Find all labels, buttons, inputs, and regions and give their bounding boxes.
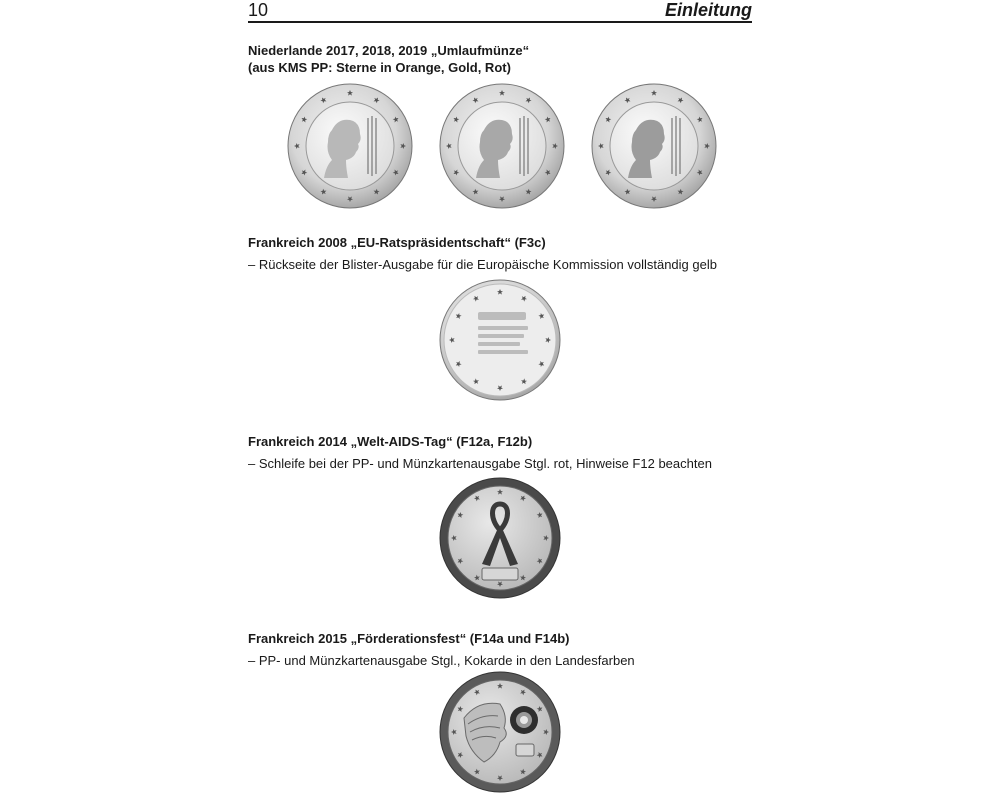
section-heading-netherlands: Niederlande 2017, 2018, 2019 „Umlaufmünze“ (248, 43, 530, 58)
section-heading-france-2008: Frankreich 2008 „EU-Ratspräsidentschaft“ (F3c) (248, 235, 546, 250)
section-heading-france-2014: Frankreich 2014 „Welt-AIDS-Tag“ (F12a, F12b) (248, 434, 533, 449)
section-heading-france-2015: Frankreich 2015 „Förderationsfest“ (F14a und F14b) (248, 631, 570, 646)
section-note-france-2015: – PP- und Münzkartenausgabe Stgl., Kokarde in den Landesfarben (248, 653, 635, 668)
header-rule (248, 21, 752, 23)
france-2008-coin (438, 278, 562, 402)
section-subheading-netherlands: (aus KMS PP: Sterne in Orange, Gold, Rot) (248, 60, 511, 75)
netherlands-2018-coin (438, 82, 566, 210)
page-number: 10 (248, 0, 269, 20)
section-note-france-2014: – Schleife bei der PP- und Münzkartenausgabe Stgl. rot, Hinweise F12 beachten (248, 456, 712, 471)
france-2014-coin (438, 476, 562, 600)
france-2015-coin (438, 670, 562, 794)
netherlands-2019-coin (590, 82, 718, 210)
running-title: Einleitung (665, 0, 752, 20)
section-note-france-2008: – Rückseite der Blister-Ausgabe für die Europäische Kommission vollständig gelb (248, 257, 717, 272)
netherlands-2017-coin (286, 82, 414, 210)
